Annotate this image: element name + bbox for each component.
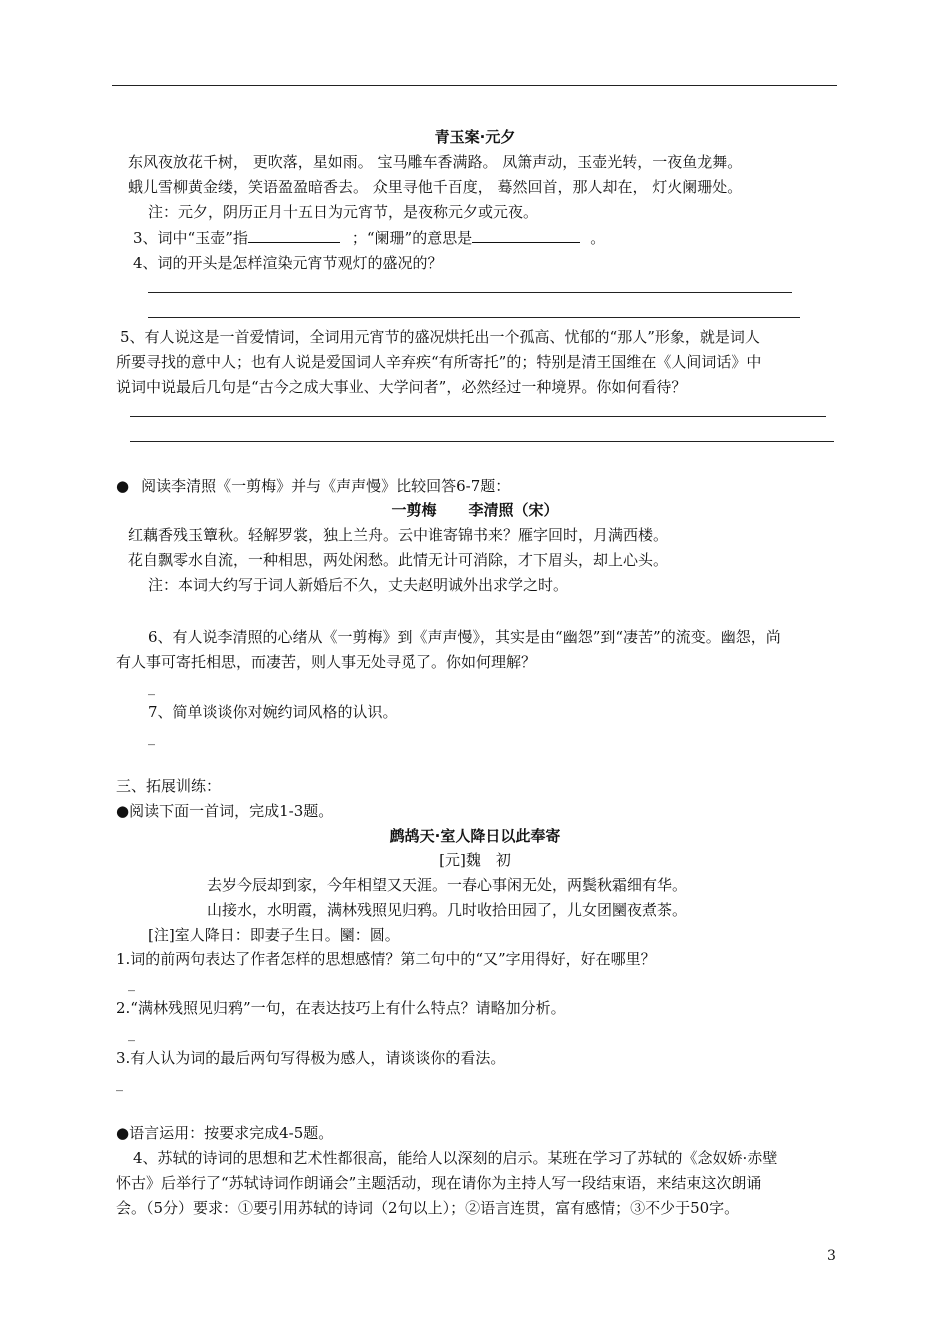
question-6-line1: 6、有人说李清照的心绪从《一剪梅》到《声声慢》，其实是由“幽怨”到“凄苦”的流变。幽怨，尚 [148, 628, 781, 646]
practice-question-1: 1.词的前两句表达了作者怎样的思想感情？第二句中的“又”字用得好，好在哪里？ [116, 950, 656, 968]
p2-answer-mark[interactable]: _ [128, 1026, 135, 1042]
poem2-title: 一剪梅 [391, 501, 437, 519]
q6-answer-mark[interactable]: _ [148, 680, 155, 696]
q3-part-a: 3、词中“玉壶”指 [133, 229, 248, 247]
poem3-author: [元]魏 初 [439, 851, 511, 869]
q3-blank-1[interactable] [248, 228, 340, 243]
section3-intro: ●阅读下面一首词，完成1-3题。 [116, 802, 334, 820]
poem3-line1: 去岁今辰却到家，今年相望又天涯。一春心事闲无处，两鬓秋霜细有华。 [207, 876, 688, 894]
question-7: 7、简单谈谈你对婉约词风格的认识。 [148, 703, 398, 721]
language-intro: ●语言运用：按要求完成4-5题。 [116, 1124, 334, 1142]
poem1-note: 注：元夕，阴历正月十五日为元宵节，是夜称元夕或元夜。 [148, 203, 539, 221]
header-rule [112, 85, 837, 86]
poem3-title: 鹧鸪天·室人降日以此奉寄 [389, 827, 561, 845]
section2-intro [116, 476, 510, 496]
q4-answer-line-1[interactable] [148, 292, 792, 293]
poem1-line2: 蛾儿雪柳黄金缕，笑语盈盈暗香去。 众里寻他千百度， 蓦然回首，那人却在， 灯火阑珊处。 [128, 178, 743, 196]
question-5-line1: 5、有人说这是一首爱情词，全词用元宵节的盛况烘托出一个孤高、忧郁的“那人”形象，就是词人 [120, 328, 760, 346]
question-3 [133, 228, 605, 248]
practice-question-2: 2.“满林残照见归鸦”一句，在表达技巧上有什么特点？请略加分析。 [116, 999, 566, 1017]
poem2-heading [0, 500, 950, 520]
language-q4-line3: 会。（5分）要求：①要引用苏轼的诗词（2句以上）；②语言连贯，富有感情；③不少于50字。 [116, 1199, 740, 1217]
language-q4-line1: 4、苏轼的诗词的思想和艺术性都很高，能给人以深刻的启示。某班在学习了苏轼的《念奴娇·赤壁 [133, 1149, 778, 1167]
q4-answer-line-2[interactable] [148, 317, 800, 318]
q5-answer-line-1[interactable] [130, 416, 826, 417]
poem3-note: [注]室人降日：即妻子生日。圞：圆。 [148, 926, 400, 944]
section3-heading: 三、拓展训练： [116, 777, 222, 795]
q3-part-c: 。 [590, 229, 606, 247]
page-number: 3 [827, 1248, 836, 1264]
poem2-line1: 红藕香残玉簟秋。轻解罗裳，独上兰舟。云中谁寄锦书来？雁字回时，月满西楼。 [128, 526, 669, 544]
poem2-note: 注：本词大约写于词人新婚后不久，丈夫赵明诚外出求学之时。 [148, 576, 569, 594]
question-5-line3: 说词中说最后几句是“古今之成大事业、大学问者”，必然经过一种境界。你如何看待？ [116, 378, 687, 396]
question-5-line2: 所要寻找的意中人；也有人说是爱国词人辛弃疾“有所寄托”的；特别是清王国维在《人间词话》中 [116, 353, 762, 371]
p1-answer-mark[interactable]: _ [128, 976, 135, 992]
practice-question-3: 3.有人认为词的最后两句写得极为感人，请谈谈你的看法。 [116, 1049, 506, 1067]
section2-intro-text: 阅读李清照《一剪梅》并与《声声慢》比较回答6-7题： [141, 477, 511, 495]
question-4: 4、词的开头是怎样渲染元宵节观灯的盛况的？ [133, 254, 443, 272]
poem3-line2: 山接水，水明霞，满林残照见归鸦。几时收拾田园了，儿女团圞夜煮茶。 [207, 901, 688, 919]
poem1-line1: 东风夜放花千树， 更吹落，星如雨。 宝马雕车香满路。 凤箫声动，玉壶光转，一夜鱼龙舞。 [128, 153, 743, 171]
q7-answer-mark[interactable]: _ [148, 730, 155, 746]
poem2-line2: 花自飘零水自流，一种相思，两处闲愁。此情无计可消除，才下眉头，却上心头。 [128, 551, 669, 569]
q3-blank-2[interactable] [472, 228, 580, 243]
q3-part-b: ；“阑珊”的意思是 [351, 229, 473, 247]
q5-answer-line-2[interactable] [130, 441, 834, 442]
p3-answer-mark[interactable]: _ [116, 1076, 123, 1092]
poem1-title: 青玉案·元夕 [434, 128, 516, 146]
bullet-icon: ● [116, 477, 130, 495]
poem2-author: 李清照（宋） [468, 501, 559, 519]
question-6-line2: 有人事可寄托相思，而凄苦，则人事无处寻觅了。你如何理解？ [116, 653, 537, 671]
language-q4-line2: 怀古》后举行了“苏轼诗词作朗诵会”主题活动，现在请你为主持人写一段结束语，来结束这次朗诵 [116, 1174, 762, 1192]
